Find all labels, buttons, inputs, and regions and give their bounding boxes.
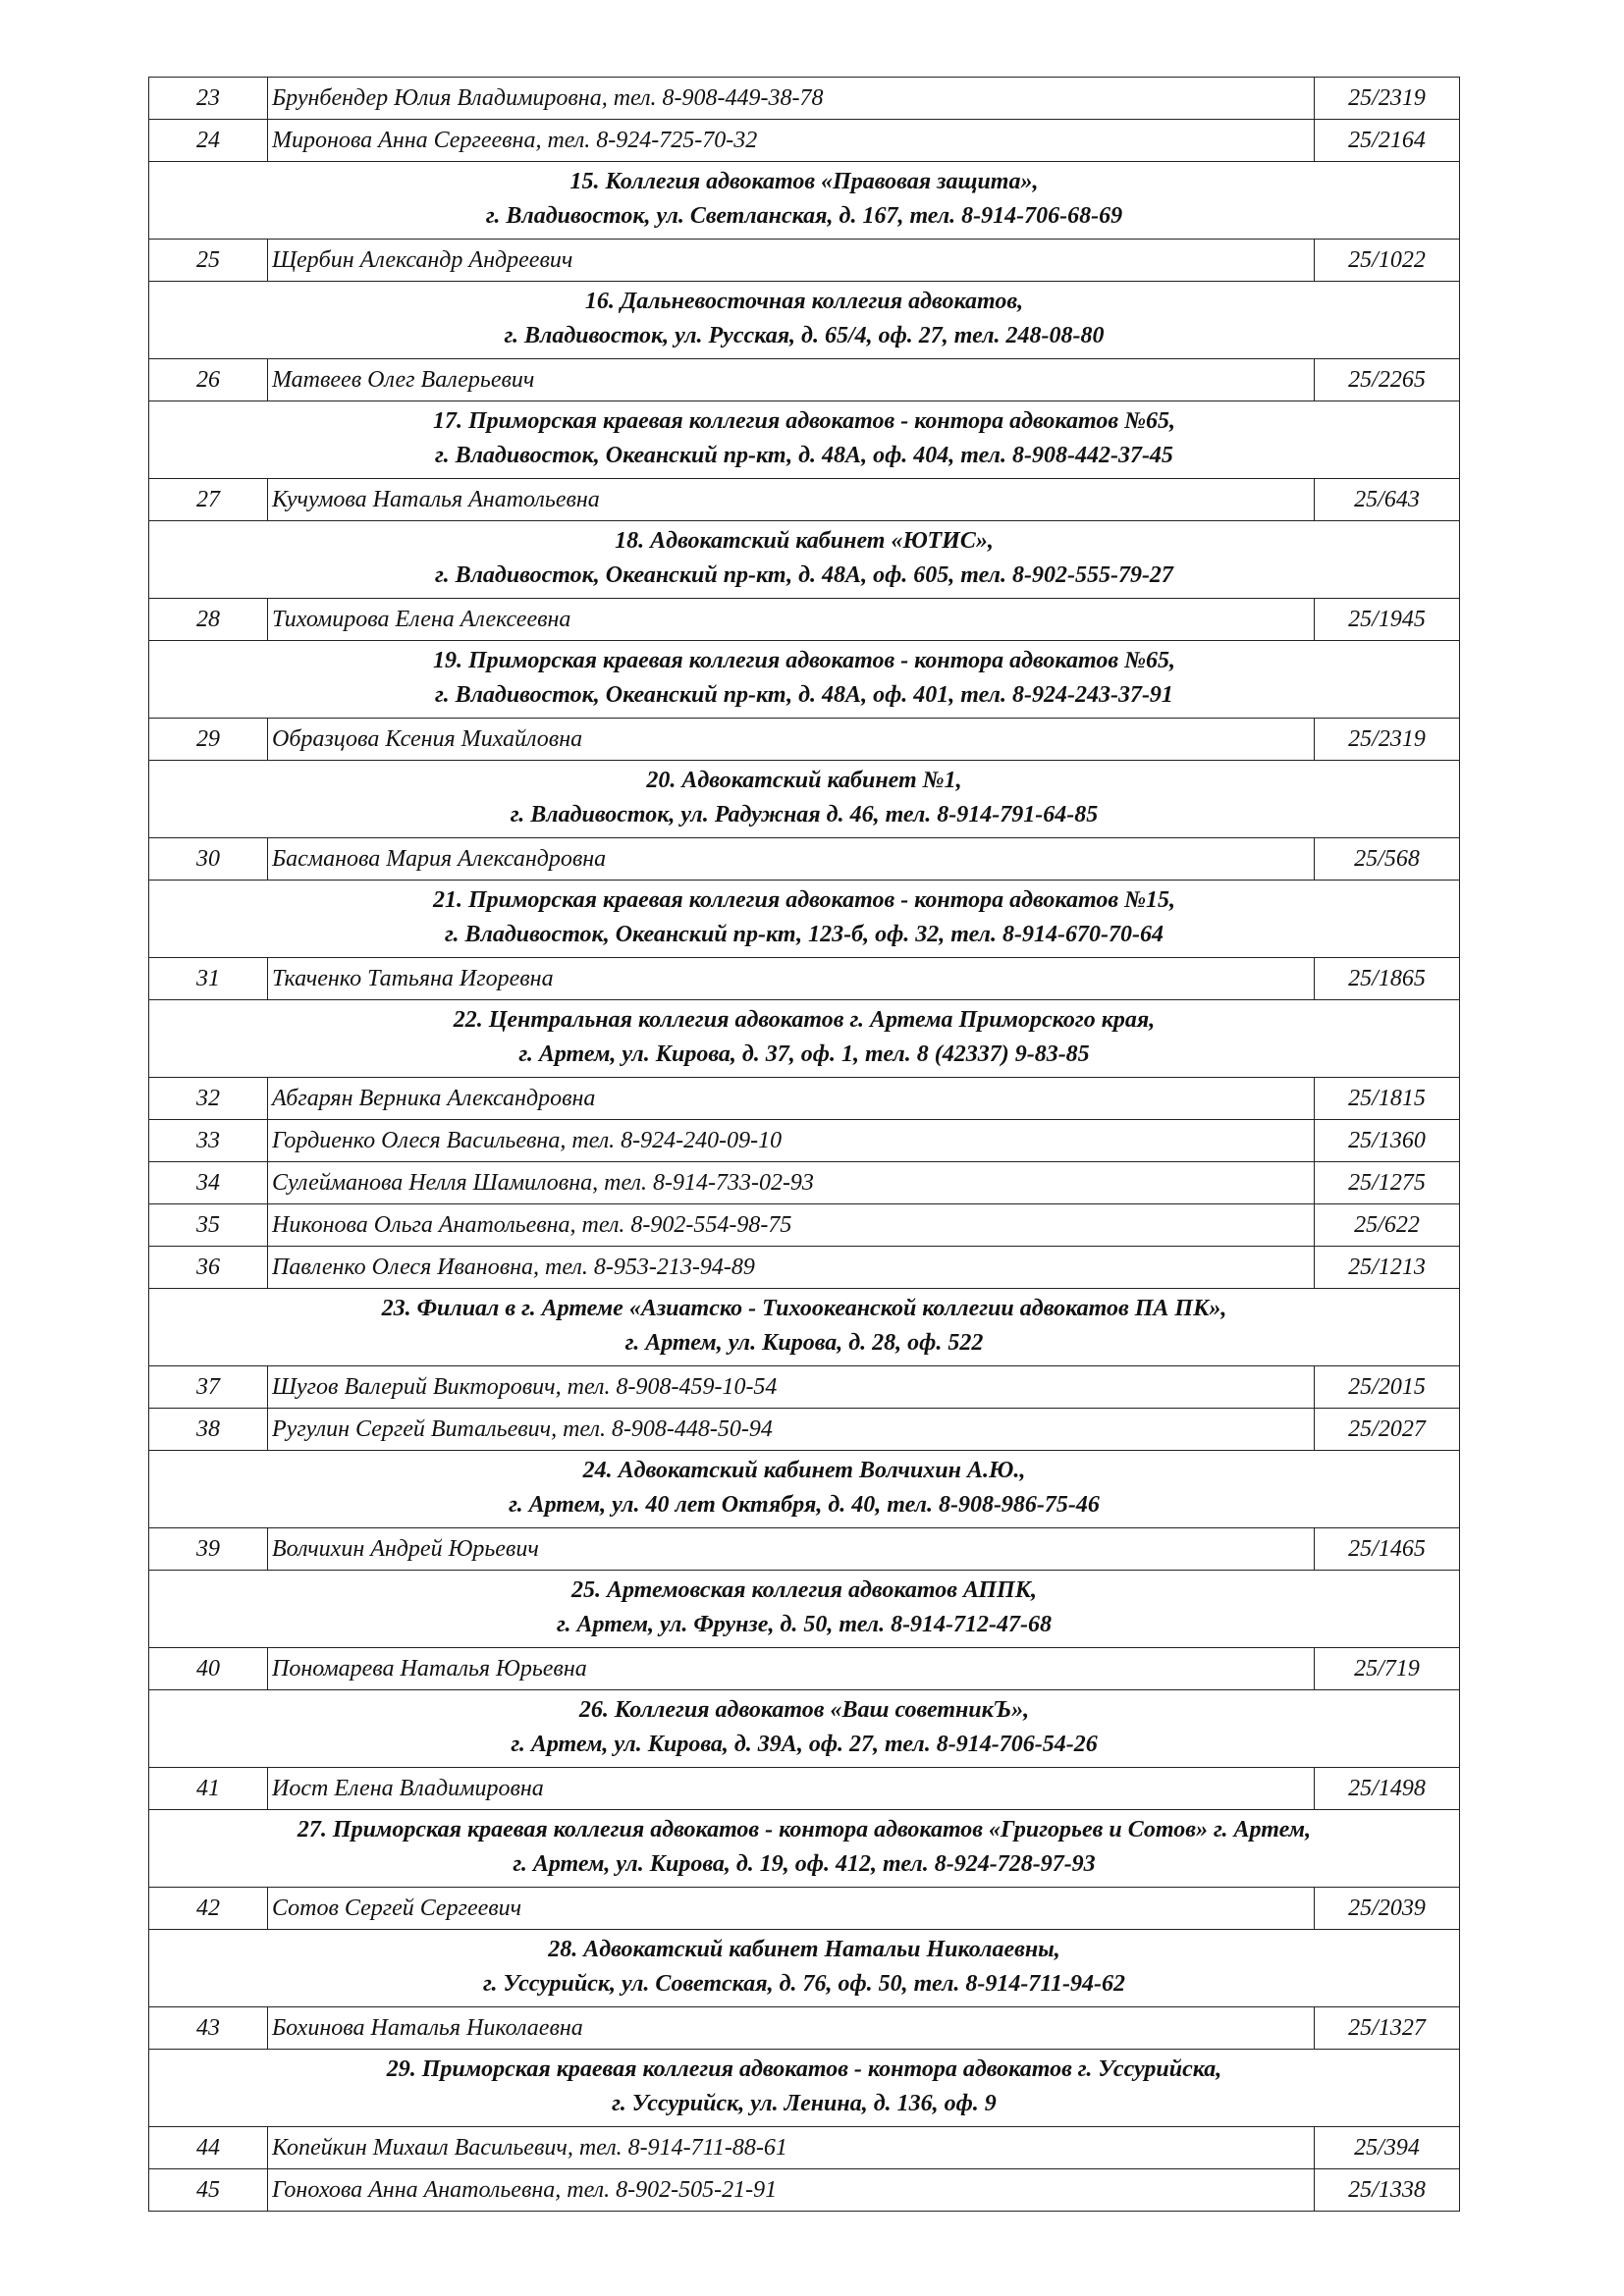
registry-number-cell: 25/1465: [1315, 1528, 1460, 1571]
registry-number-cell: 25/1815: [1315, 1078, 1460, 1120]
organization-header-cell: [149, 2050, 1460, 2127]
lawyer-name-cell: Бохинова Наталья Николаевна: [268, 2007, 1315, 2050]
registry-number-cell: 25/1338: [1315, 2169, 1460, 2212]
lawyer-name-cell: Гонохова Анна Анатольевна, тел. 8-902-505-21-91: [268, 2169, 1315, 2212]
lawyer-name-cell: Сулейманова Нелля Шамиловна, тел. 8-914-733-02-93: [268, 1162, 1315, 1204]
organization-address: г. Владивосток, Океанский пр-кт, д. 48А, оф. 404, тел. 8-908-442-37-45: [435, 443, 1173, 468]
organization-name: 19. Приморская краевая коллегия адвокатов - контора адвокатов №65,: [432, 648, 1176, 673]
organization-address: г. Владивосток, ул. Светланская, д. 167, тел. 8-914-706-68-69: [485, 203, 1123, 229]
lawyer-number-cell: 24: [149, 120, 268, 162]
lawyer-name-cell: Никонова Ольга Анатольевна, тел. 8-902-554-98-75: [268, 1204, 1315, 1247]
lawyer-row: [149, 1078, 1460, 1120]
registry-number-cell: 25/1275: [1315, 1162, 1460, 1204]
lawyer-row: [149, 479, 1460, 521]
lawyer-row: [149, 1648, 1460, 1690]
organization-name: 29. Приморская краевая коллегия адвокатов - контора адвокатов г. Уссурийска,: [386, 2056, 1222, 2082]
registry-number-cell: 25/643: [1315, 479, 1460, 521]
lawyer-row: [149, 1204, 1460, 1247]
organization-header-row: [149, 162, 1460, 240]
organization-address: г. Владивосток, Океанский пр-кт, д. 48А, оф. 605, тел. 8-902-555-79-27: [435, 562, 1173, 588]
lawyer-name-cell: Щербин Александр Андреевич: [268, 240, 1315, 282]
lawyer-number-cell: 37: [149, 1366, 268, 1409]
lawyer-number-cell: 29: [149, 719, 268, 761]
lawyer-row: [149, 78, 1460, 120]
registry-number-cell: 25/1498: [1315, 1768, 1460, 1810]
registry-number-cell: 25/622: [1315, 1204, 1460, 1247]
lawyer-name-cell: Павленко Олеся Ивановна, тел. 8-953-213-94-89: [268, 1247, 1315, 1289]
organization-address: г. Артем, ул. 40 лет Октября, д. 40, тел. 8-908-986-75-46: [509, 1492, 1100, 1518]
lawyer-row: [149, 599, 1460, 641]
organization-header-cell: [149, 1000, 1460, 1078]
lawyer-number-cell: 28: [149, 599, 268, 641]
lawyer-number-cell: 23: [149, 78, 268, 120]
organization-header-cell: [149, 282, 1460, 359]
registry-number-cell: 25/2027: [1315, 1409, 1460, 1451]
organization-header-row: [149, 401, 1460, 479]
registry-number-cell: 25/1865: [1315, 958, 1460, 1000]
lawyer-name-cell: Брунбендер Юлия Владимировна, тел. 8-908-449-38-78: [268, 78, 1315, 120]
lawyer-number-cell: 39: [149, 1528, 268, 1571]
lawyer-row: [149, 2127, 1460, 2169]
organization-header-cell: [149, 1451, 1460, 1528]
lawyer-name-cell: Миронова Анна Сергеевна, тел. 8-924-725-70-32: [268, 120, 1315, 162]
lawyer-row: [149, 1768, 1460, 1810]
lawyers-registry-table: [148, 77, 1460, 2212]
registry-table-body: [149, 78, 1460, 2212]
lawyer-row: [149, 1366, 1460, 1409]
organization-header-row: [149, 1000, 1460, 1078]
lawyer-name-cell: Матвеев Олег Валерьевич: [268, 359, 1315, 401]
registry-number-cell: 25/2164: [1315, 120, 1460, 162]
organization-header-row: [149, 1810, 1460, 1888]
lawyer-name-cell: Ругулин Сергей Витальевич, тел. 8-908-448-50-94: [268, 1409, 1315, 1451]
organization-header-cell: [149, 1571, 1460, 1648]
lawyer-name-cell: Образцова Ксения Михайловна: [268, 719, 1315, 761]
organization-address: г. Артем, ул. Кирова, д. 39А, оф. 27, тел. 8-914-706-54-26: [511, 1732, 1098, 1757]
lawyer-name-cell: Ткаченко Татьяна Игоревна: [268, 958, 1315, 1000]
organization-address: г. Владивосток, Океанский пр-кт, 123-б, оф. 32, тел. 8-914-670-70-64: [445, 922, 1164, 947]
organization-name: 18. Адвокатский кабинет «ЮТИС»,: [615, 528, 994, 554]
registry-number-cell: 25/1213: [1315, 1247, 1460, 1289]
registry-number-cell: 25/2319: [1315, 78, 1460, 120]
organization-header-row: [149, 1690, 1460, 1768]
lawyer-number-cell: 35: [149, 1204, 268, 1247]
organization-name: 15. Коллегия адвокатов «Правовая защита»,: [569, 169, 1039, 194]
lawyer-row: [149, 719, 1460, 761]
lawyer-number-cell: 45: [149, 2169, 268, 2212]
organization-header-row: [149, 1571, 1460, 1648]
lawyer-name-cell: Тихомирова Елена Алексеевна: [268, 599, 1315, 641]
organization-name: 26. Коллегия адвокатов «Ваш советникЪ»,: [578, 1697, 1030, 1723]
organization-header-cell: [149, 521, 1460, 599]
lawyer-number-cell: 36: [149, 1247, 268, 1289]
organization-name: 20. Адвокатский кабинет №1,: [646, 768, 962, 793]
organization-header-cell: [149, 881, 1460, 958]
registry-number-cell: 25/2039: [1315, 1888, 1460, 1930]
lawyer-name-cell: Пономарева Наталья Юрьевна: [268, 1648, 1315, 1690]
organization-name: 27. Приморская краевая коллегия адвокатов - контора адвокатов «Григорьев и Сотов» г. Артем,: [297, 1817, 1312, 1842]
lawyer-name-cell: Сотов Сергей Сергеевич: [268, 1888, 1315, 1930]
lawyer-number-cell: 25: [149, 240, 268, 282]
lawyer-row: [149, 2169, 1460, 2212]
organization-name: 22. Центральная коллегия адвокатов г. Артема Приморского края,: [453, 1007, 1156, 1033]
lawyer-number-cell: 34: [149, 1162, 268, 1204]
lawyer-row: [149, 2007, 1460, 2050]
organization-name: 21. Приморская краевая коллегия адвокатов - контора адвокатов №15,: [432, 887, 1176, 913]
organization-header-row: [149, 2050, 1460, 2127]
lawyer-row: [149, 1162, 1460, 1204]
organization-header-row: [149, 641, 1460, 719]
lawyer-number-cell: 27: [149, 479, 268, 521]
organization-address: г. Владивосток, Океанский пр-кт, д. 48А, оф. 401, тел. 8-924-243-37-91: [435, 682, 1173, 708]
organization-name: 17. Приморская краевая коллегия адвокатов - контора адвокатов №65,: [432, 408, 1176, 434]
lawyer-number-cell: 44: [149, 2127, 268, 2169]
lawyer-row: [149, 958, 1460, 1000]
lawyer-row: [149, 838, 1460, 881]
organization-header-cell: [149, 1289, 1460, 1366]
organization-header-row: [149, 881, 1460, 958]
registry-number-cell: 25/568: [1315, 838, 1460, 881]
lawyer-number-cell: 40: [149, 1648, 268, 1690]
lawyer-number-cell: 38: [149, 1409, 268, 1451]
registry-number-cell: 25/1327: [1315, 2007, 1460, 2050]
organization-address: г. Владивосток, ул. Русская, д. 65/4, оф. 27, тел. 248-08-80: [504, 323, 1105, 348]
organization-header-cell: [149, 162, 1460, 240]
lawyer-number-cell: 42: [149, 1888, 268, 1930]
organization-address: г. Артем, ул. Кирова, д. 28, оф. 522: [624, 1330, 984, 1356]
lawyer-row: [149, 1528, 1460, 1571]
organization-address: г. Артем, ул. Кирова, д. 19, оф. 412, тел. 8-924-728-97-93: [513, 1851, 1096, 1877]
lawyer-row: [149, 1247, 1460, 1289]
registry-number-cell: 25/2319: [1315, 719, 1460, 761]
lawyer-name-cell: Басманова Мария Александровна: [268, 838, 1315, 881]
lawyer-number-cell: 26: [149, 359, 268, 401]
organization-name: 23. Филиал в г. Артеме «Азиатско - Тихоокеанской коллегии адвокатов ПА ПК»,: [381, 1296, 1227, 1321]
lawyer-name-cell: Волчихин Андрей Юрьевич: [268, 1528, 1315, 1571]
organization-address: г. Артем, ул. Кирова, д. 37, оф. 1, тел. 8 (42337) 9-83-85: [518, 1041, 1090, 1067]
organization-header-cell: [149, 1930, 1460, 2007]
lawyer-name-cell: Шугов Валерий Викторович, тел. 8-908-459-10-54: [268, 1366, 1315, 1409]
registry-number-cell: 25/394: [1315, 2127, 1460, 2169]
lawyer-row: [149, 1409, 1460, 1451]
organization-header-cell: [149, 1690, 1460, 1768]
lawyer-number-cell: 31: [149, 958, 268, 1000]
lawyer-number-cell: 41: [149, 1768, 268, 1810]
lawyer-row: [149, 1120, 1460, 1162]
organization-header-cell: [149, 1810, 1460, 1888]
lawyer-name-cell: Абгарян Верника Александровна: [268, 1078, 1315, 1120]
organization-name: 16. Дальневосточная коллегия адвокатов,: [584, 289, 1024, 314]
lawyer-name-cell: Кучумова Наталья Анатольевна: [268, 479, 1315, 521]
organization-name: 28. Адвокатский кабинет Натальи Николаевны,: [548, 1937, 1060, 1962]
lawyer-row: [149, 120, 1460, 162]
registry-number-cell: 25/719: [1315, 1648, 1460, 1690]
registry-number-cell: 25/1945: [1315, 599, 1460, 641]
organization-header-row: [149, 282, 1460, 359]
organization-header-cell: [149, 761, 1460, 838]
registry-number-cell: 25/2015: [1315, 1366, 1460, 1409]
lawyer-number-cell: 32: [149, 1078, 268, 1120]
organization-address: г. Владивосток, ул. Радужная д. 46, тел. 8-914-791-64-85: [510, 802, 1099, 828]
lawyer-row: [149, 359, 1460, 401]
lawyer-name-cell: Копейкин Михаил Васильевич, тел. 8-914-711-88-61: [268, 2127, 1315, 2169]
organization-address: г. Уссурийск, ул. Ленина, д. 136, оф. 9: [612, 2091, 997, 2116]
organization-header-row: [149, 761, 1460, 838]
organization-header-row: [149, 1289, 1460, 1366]
organization-header-row: [149, 1930, 1460, 2007]
lawyer-number-cell: 43: [149, 2007, 268, 2050]
organization-header-cell: [149, 641, 1460, 719]
lawyer-number-cell: 30: [149, 838, 268, 881]
lawyer-row: [149, 240, 1460, 282]
registry-number-cell: 25/1022: [1315, 240, 1460, 282]
organization-address: г. Артем, ул. Фрунзе, д. 50, тел. 8-914-712-47-68: [556, 1612, 1053, 1637]
organization-address: г. Уссурийск, ул. Советская, д. 76, оф. 50, тел. 8-914-711-94-62: [482, 1971, 1126, 1997]
organization-name: 24. Адвокатский кабинет Волчихин А.Ю.,: [582, 1458, 1026, 1483]
organization-header-row: [149, 521, 1460, 599]
registry-number-cell: 25/1360: [1315, 1120, 1460, 1162]
lawyer-number-cell: 33: [149, 1120, 268, 1162]
organization-header-cell: [149, 401, 1460, 479]
lawyer-row: [149, 1888, 1460, 1930]
lawyer-name-cell: Иост Елена Владимировна: [268, 1768, 1315, 1810]
registry-number-cell: 25/2265: [1315, 359, 1460, 401]
lawyer-name-cell: Гордиенко Олеся Васильевна, тел. 8-924-240-09-10: [268, 1120, 1315, 1162]
organization-name: 25. Артемовская коллегия адвокатов АППК,: [570, 1577, 1037, 1603]
organization-header-row: [149, 1451, 1460, 1528]
